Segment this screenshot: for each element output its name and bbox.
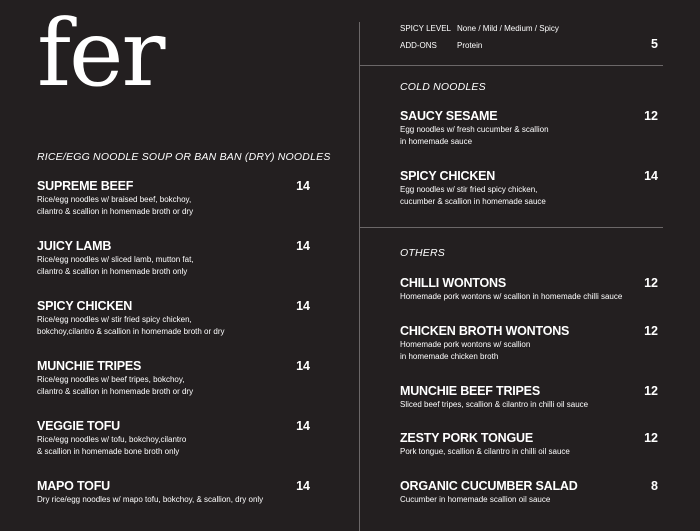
item-price: 14 [296,179,310,193]
item-price: 12 [644,324,658,338]
item-name: CHICKEN BROTH WONTONS [400,324,570,338]
item-price: 12 [644,276,658,290]
item-desc: Rice/egg noodles w/ braised beef, bokchoy, [37,195,192,204]
item-price: 14 [296,479,310,493]
menu-item [400,431,570,458]
menu-item [37,299,225,338]
menu-item [400,169,546,208]
item-name: ZESTY PORK TONGUE [400,431,533,445]
item-price: 14 [296,359,310,373]
item-desc: Egg noodles w/ fresh cucumber & scallion [400,125,549,134]
item-desc: bokchoy,cilantro & scallion in homemade broth or dry [37,327,225,336]
menu-item [400,109,549,148]
addons-values: Protein [457,41,483,50]
item-name: SAUCY SESAME [400,109,498,123]
menu-item [37,479,263,506]
item-desc: in homemade chicken broth [400,352,499,361]
brand-logo: fer [37,0,164,107]
vertical-divider [359,22,360,531]
menu-item [400,479,578,506]
item-name: SPICY CHICKEN [400,169,496,183]
section-title-noodles: RICE/EGG NOODLE SOUP OR BAN BAN (DRY) NOODLES [37,151,331,163]
divider-middle [359,227,663,228]
item-desc: Homemade pork wontons w/ scallion [400,340,531,349]
item-price: 8 [651,479,658,493]
item-price: 12 [644,384,658,398]
item-desc: & scallion in homemade bone broth only [37,447,180,456]
menu-item [37,419,186,458]
item-desc: Rice/egg noodles w/ stir fried spicy chicken, [37,315,192,324]
item-name: JUICY LAMB [37,239,112,253]
item-desc: Rice/egg noodles w/ tofu, bokchoy,cilantro [37,435,187,444]
item-desc: Pork tongue, scallion & cilantro in chilli oil sauce [400,447,570,456]
item-price: 12 [644,431,658,445]
item-desc: Homemade pork wontons w/ scallion in homemade chilli sauce [400,292,623,301]
item-price: 14 [644,169,658,183]
item-name: SPICY CHICKEN [37,299,133,313]
item-name: MUNCHIE BEEF TRIPES [400,384,540,398]
menu-item [400,276,622,303]
menu-item [400,324,569,363]
spicy-level-label: SPICY LEVEL [400,24,451,33]
item-price: 12 [644,109,658,123]
item-name: VEGGIE TOFU [37,419,120,433]
item-desc: cilantro & scallion in homemade broth only [37,267,188,276]
item-desc: Sliced beef tripes, scallion & cilantro in chilli oil sauce [400,400,589,409]
item-name: ORGANIC CUCUMBER SALAD [400,479,578,493]
item-desc: Rice/egg noodles w/ beef tripes, bokchoy, [37,375,185,384]
item-desc: in homemade sauce [400,137,473,146]
addons-price: 5 [651,37,658,51]
item-desc: cilantro & scallion in homemade broth or dry [37,207,194,216]
item-name: SUPREME BEEF [37,179,134,193]
item-desc: cilantro & scallion in homemade broth or dry [37,387,194,396]
item-desc: Rice/egg noodles w/ sliced lamb, mutton fat, [37,255,194,264]
item-name: CHILLI WONTONS [400,276,506,290]
item-desc: cucumber & scallion in homemade sauce [400,197,546,206]
section-title-cold-noodles: COLD NOODLES [400,81,486,93]
item-name: MAPO TOFU [37,479,110,493]
menu-item [400,384,588,411]
item-price: 14 [296,419,310,433]
addons-label: ADD-ONS [400,41,437,50]
spicy-level-values: None / Mild / Medium / Spicy [457,24,559,33]
item-desc: Egg noodles w/ stir fried spicy chicken, [400,185,538,194]
section-title-others: OTHERS [400,247,445,259]
item-name: MUNCHIE TRIPES [37,359,142,373]
menu-item [37,239,194,278]
divider-top [359,65,663,66]
item-desc: Cucumber in homemade scallion oil sauce [400,495,551,504]
item-price: 14 [296,299,310,313]
menu-item [37,179,193,218]
menu-item [37,359,193,398]
item-price: 14 [296,239,310,253]
item-desc: Dry rice/egg noodles w/ mapo tofu, bokchoy, & scallion, dry only [37,495,264,504]
